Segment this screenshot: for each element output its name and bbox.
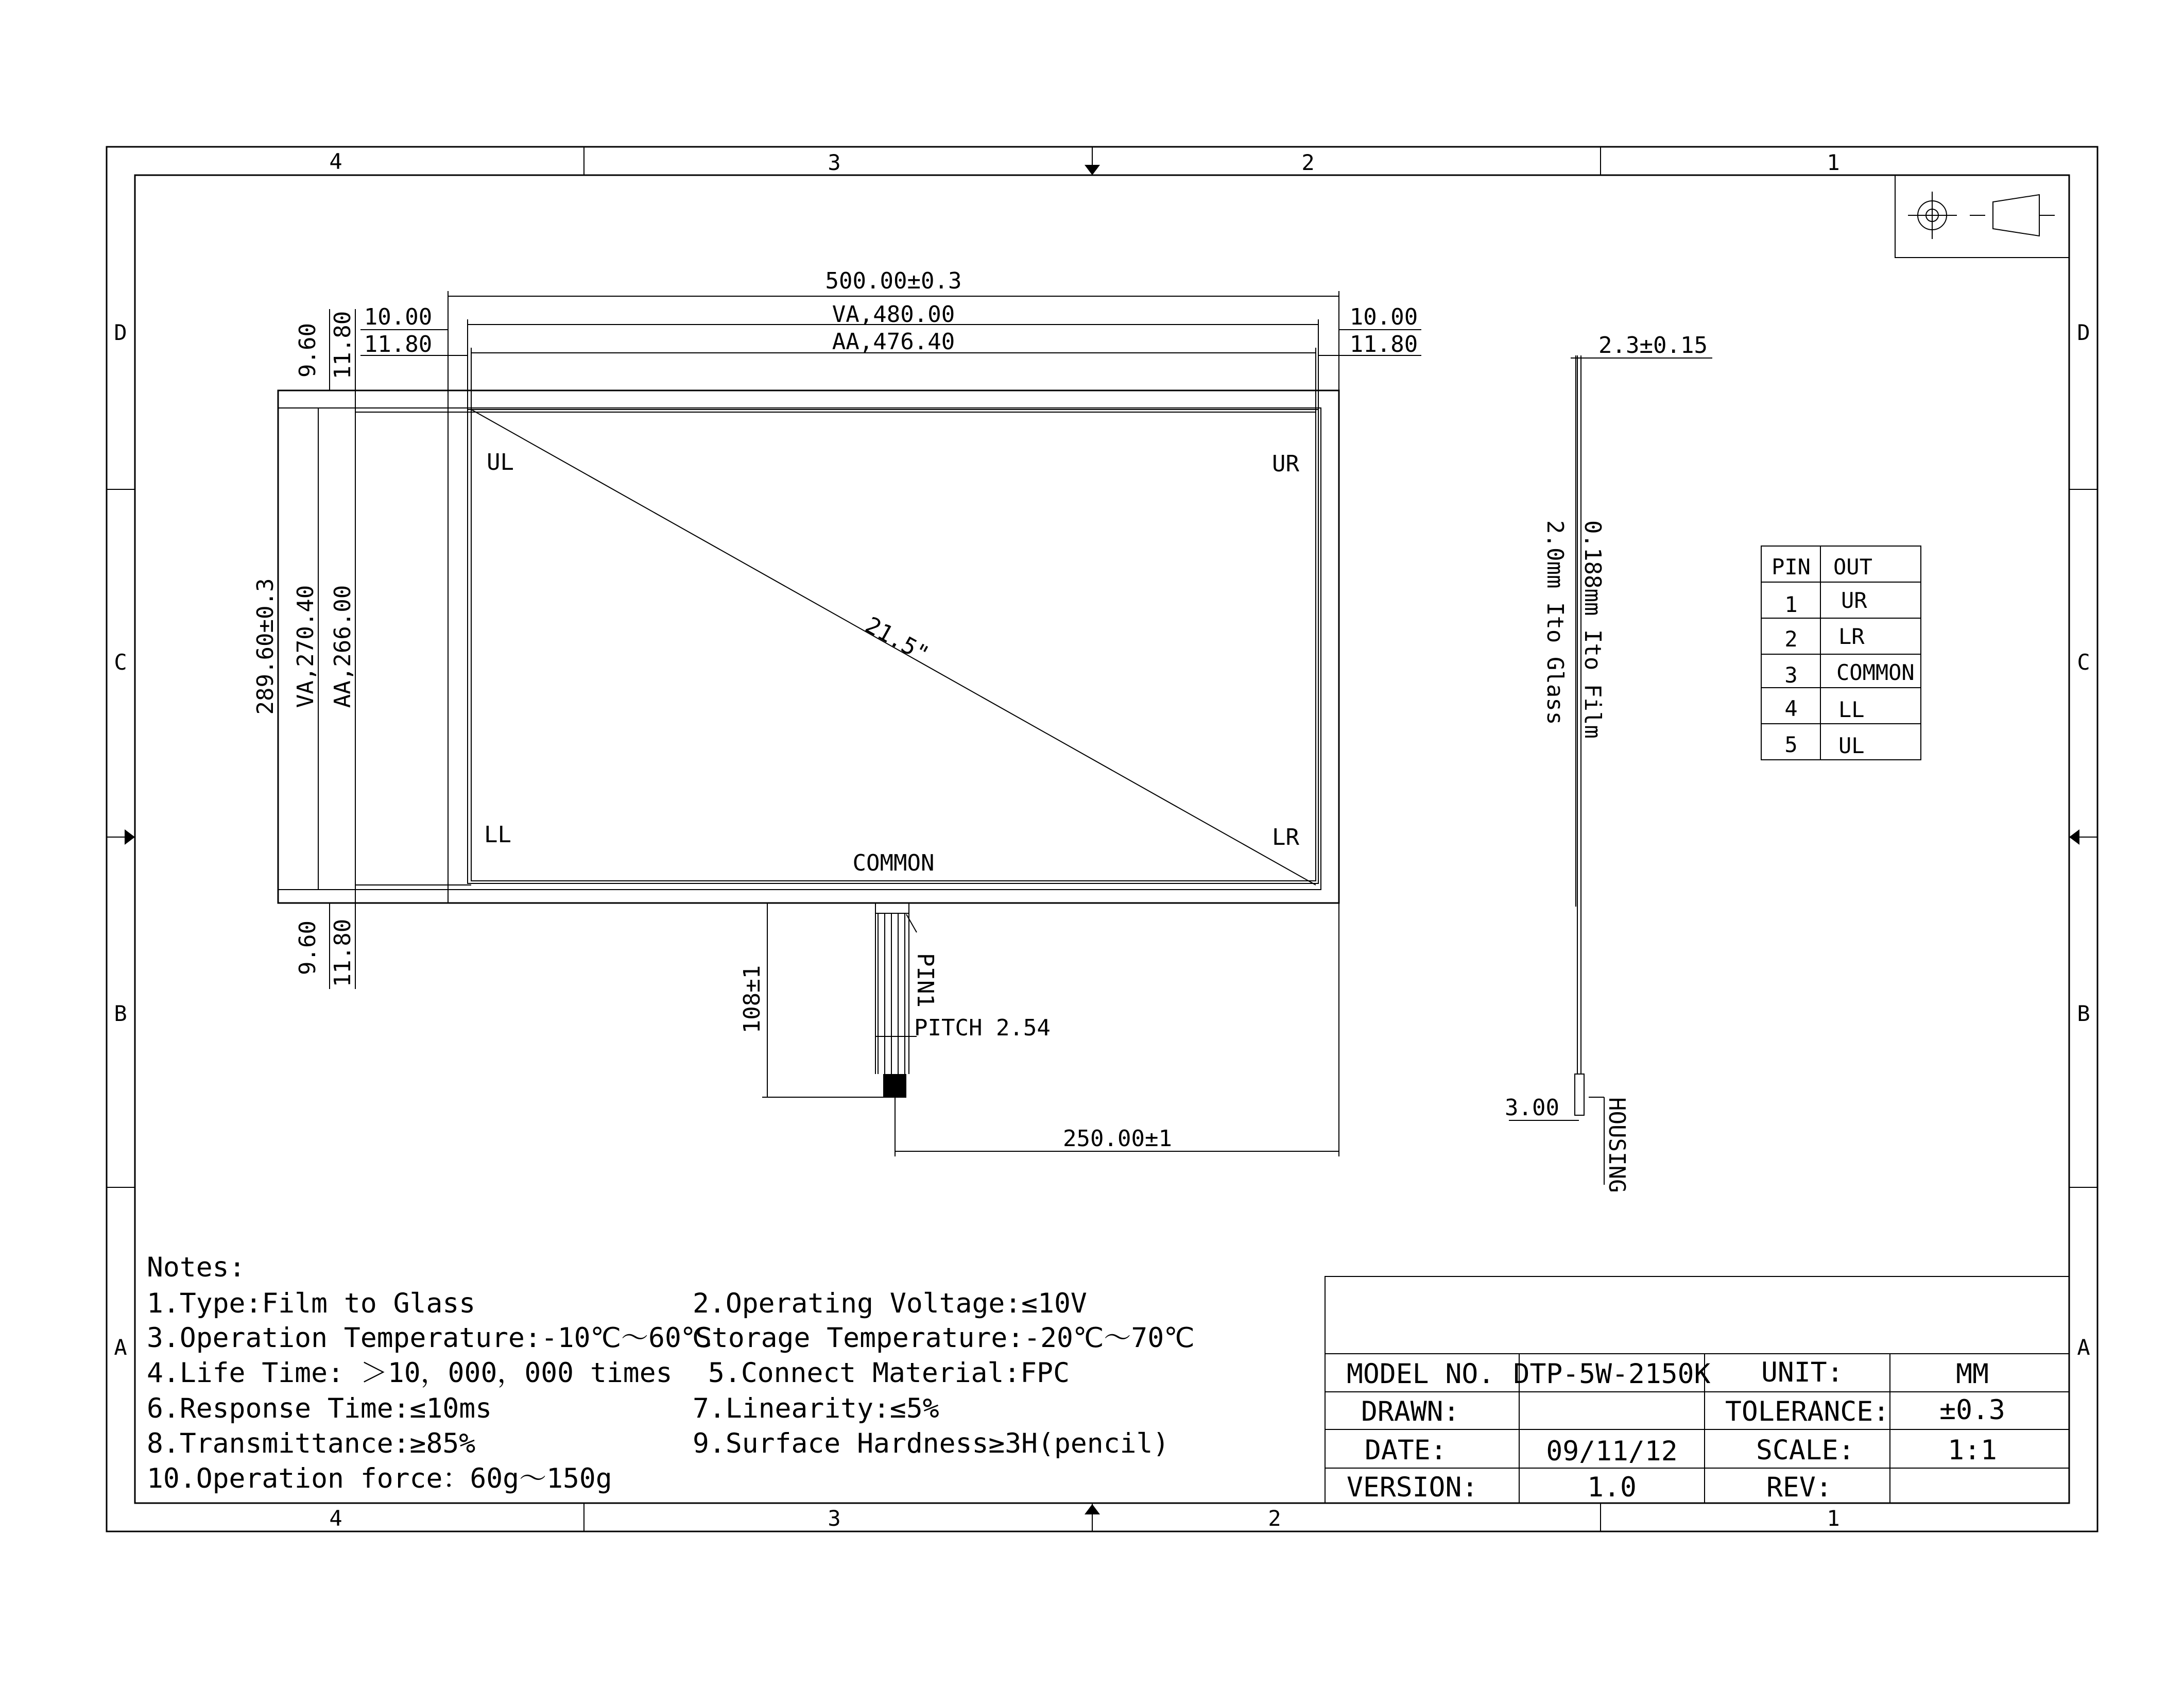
model-value: DTP-5W-2150K (1513, 1358, 1711, 1390)
side-view (1509, 355, 1712, 1185)
dim-top-va-margin: 9.60 (295, 323, 321, 378)
pin-row-3-out: COMMON (1836, 660, 1915, 685)
note-1: 1.Type:Film to Glass (147, 1288, 476, 1319)
tolerance-label: TOLERANCE: (1725, 1396, 1890, 1427)
zone-col-bottom-4: 1 (1827, 1506, 1840, 1531)
dim-left-va-margin: 10.00 (364, 304, 433, 330)
zone-row-right-4: A (2077, 1335, 2090, 1360)
pin-row-3-pin: 3 (1784, 662, 1798, 688)
dim-thickness: 2.3±0.15 (1598, 332, 1708, 359)
pitch-label: PITCH 2.54 (914, 1015, 1051, 1041)
version-value: 1.0 (1587, 1472, 1637, 1503)
notes-title: Notes: (147, 1252, 246, 1283)
zone-row-left-1: D (114, 320, 127, 345)
unit-label: UNIT: (1761, 1357, 1844, 1388)
pin-row-5-out: UL (1838, 733, 1865, 758)
dim-va-height: VA,270.40 (293, 585, 319, 708)
dim-housing-width: 3.00 (1505, 1095, 1559, 1121)
zone-col-top-1: 4 (329, 149, 342, 174)
note-7: 7.Linearity:≤5% (693, 1393, 939, 1424)
dim-tail-length: 108±1 (739, 965, 765, 1034)
model-label: MODEL NO. (1347, 1358, 1495, 1390)
dim-right-va-margin: 10.00 (1349, 304, 1418, 330)
housing-label: HOUSING (1604, 1097, 1630, 1193)
dim-va-width: VA,480.00 (832, 301, 955, 328)
dim-left-aa-margin: 11.80 (364, 331, 433, 357)
dim-top-aa-margin: 11.80 (330, 311, 356, 380)
note-8: 8.Transmittance:≥85% (147, 1428, 476, 1459)
pin-row-2-out: LR (1838, 624, 1865, 649)
zone-col-bottom-2: 3 (828, 1506, 841, 1531)
zone-row-right-2: C (2077, 650, 2090, 675)
pin-row-4-out: LL (1838, 697, 1865, 722)
note-2: 2.Operating Voltage:≤10V (693, 1288, 1087, 1319)
fpc-tail (875, 903, 917, 1074)
top-center-arrow-icon (1085, 165, 1100, 175)
corner-ll-label: LL (484, 822, 511, 848)
fpc-stiffener (883, 1074, 906, 1097)
pin-row-1-pin: 1 (1784, 592, 1798, 617)
zone-row-left-3: B (114, 1001, 127, 1026)
drawn-label: DRAWN: (1361, 1396, 1460, 1427)
dim-bottom-va-margin: 9.60 (295, 921, 321, 975)
pin-row-2-pin: 2 (1784, 626, 1798, 652)
diagonal-size-label: 21.5" (861, 611, 934, 668)
glass-label: 2.0mm Ito Glass (1542, 520, 1568, 725)
pin1-label: PIN1 (912, 953, 938, 1008)
date-value: 09/11/12 (1546, 1436, 1678, 1467)
zone-row-left-4: A (114, 1335, 127, 1360)
unit-value: MM (1956, 1358, 1989, 1390)
version-label: VERSION: (1347, 1472, 1478, 1503)
corner-ul-label: UL (487, 449, 514, 475)
zone-col-top-2: 3 (828, 150, 841, 175)
rev-label: REV: (1766, 1472, 1832, 1503)
tolerance-value: ±0.3 (1939, 1394, 2005, 1426)
dim-overall-width: 500.00±0.3 (825, 268, 962, 294)
corner-ur-label: UR (1272, 451, 1299, 477)
note-10: 10.Operation force：60g～150g (147, 1463, 612, 1494)
bottom-center-arrow-icon (1085, 1504, 1100, 1514)
dim-overall-height: 289.60±0.3 (252, 578, 279, 715)
note-3b: Storage Temperature:-20℃～70℃ (695, 1322, 1195, 1354)
note-3: 3.Operation Temperature:-10℃～60℃ (147, 1322, 712, 1354)
dim-right-aa-margin: 11.80 (1349, 331, 1418, 357)
zone-row-right-1: D (2077, 320, 2090, 345)
zone-col-bottom-3: 2 (1268, 1506, 1281, 1531)
dim-tail-offset: 250.00±1 (1063, 1126, 1172, 1152)
pin-row-4-pin: 4 (1784, 696, 1798, 721)
film-label: 0.188mm Ito Film (1579, 520, 1606, 739)
panel-outline (278, 390, 1339, 903)
left-center-arrow-icon (125, 829, 135, 845)
zone-row-right-3: B (2077, 1001, 2090, 1026)
dim-aa-width: AA,476.40 (832, 329, 955, 355)
date-label: DATE: (1365, 1435, 1447, 1466)
projection-symbol-icon (1895, 175, 2069, 258)
pin-row-5-pin: 5 (1784, 732, 1798, 757)
pin-table-header-pin: PIN (1772, 554, 1811, 580)
pin-row-1-out: UR (1841, 588, 1867, 613)
scale-label: SCALE: (1756, 1435, 1855, 1466)
zone-col-top-4: 1 (1827, 150, 1840, 175)
title-block (1325, 1276, 2069, 1503)
common-label: COMMON (852, 850, 935, 876)
zone-col-bottom-1: 4 (329, 1506, 342, 1531)
corner-lr-label: LR (1272, 824, 1299, 850)
zone-col-top-3: 2 (1301, 150, 1315, 175)
note-5: 5.Connect Material:FPC (708, 1357, 1070, 1389)
note-6: 6.Response Time:≤10ms (147, 1393, 492, 1424)
right-center-arrow-icon (2069, 829, 2079, 845)
dim-bottom-aa-margin: 11.80 (330, 918, 356, 987)
pin-table-header-out: OUT (1833, 554, 1872, 580)
note-9: 9.Surface Hardness≥3H(pencil) (693, 1428, 1170, 1459)
scale-value: 1:1 (1948, 1435, 1997, 1466)
tail-dimensions (762, 903, 1339, 1156)
dim-aa-height: AA,266.00 (330, 585, 356, 708)
zone-row-left-2: C (114, 650, 127, 675)
note-4: 4.Life Time: ＞10，000，000 times (147, 1357, 673, 1389)
